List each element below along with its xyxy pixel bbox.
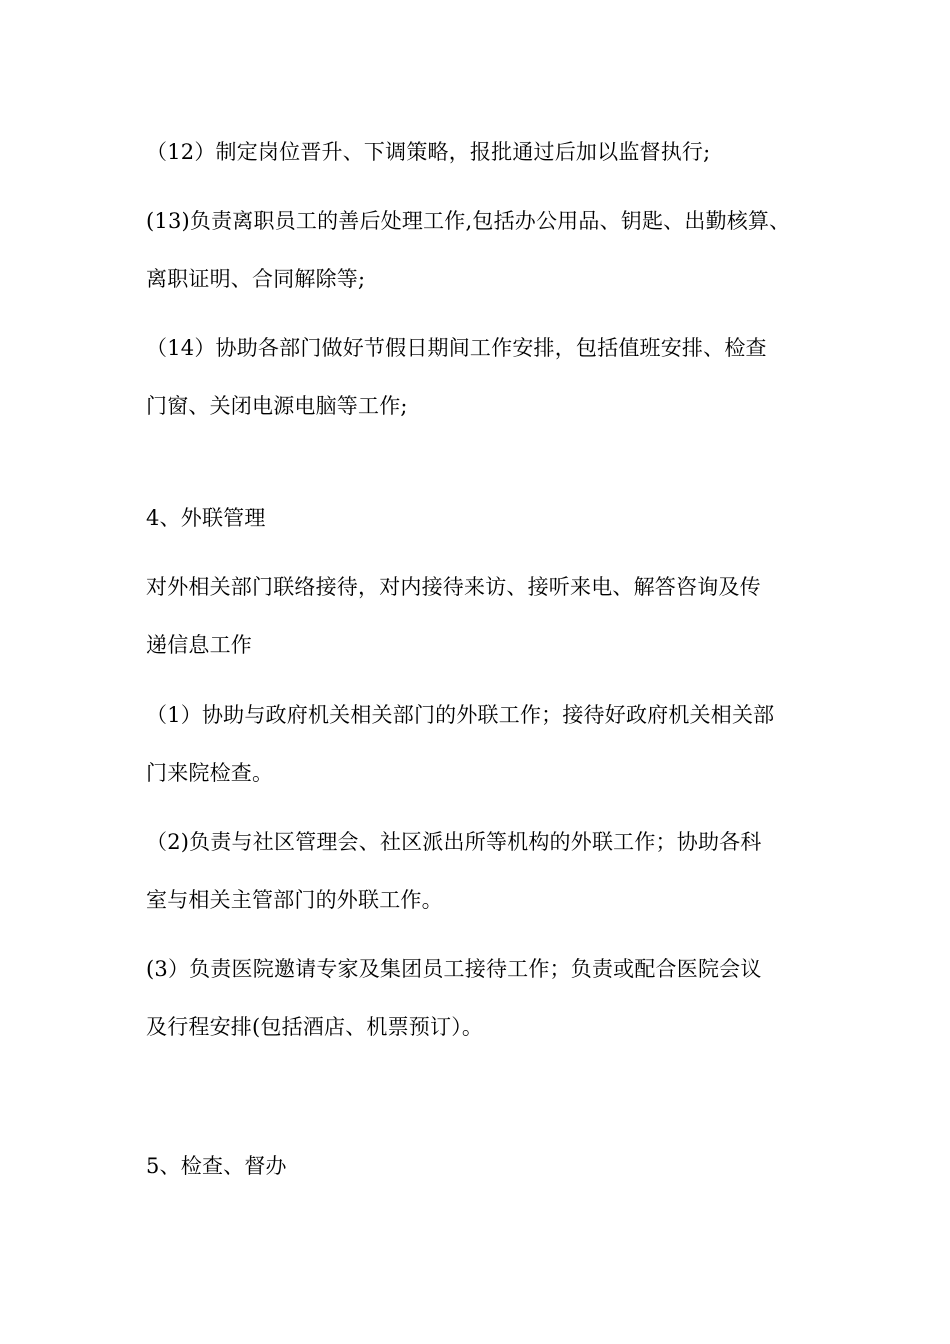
section-4-item-2-line-1: （2)负责与社区管理会、社区派出所等机构的外联工作；协助各科: [146, 830, 762, 854]
section-4-item-1-line-1: （1）协助与政府机关相关部门的外联工作；接待好政府机关相关部: [146, 703, 775, 727]
section-5-heading: 5、检查、督办: [146, 1154, 287, 1178]
list-item-14-line-1: （14）协助各部门做好节假日期间工作安排，包括值班安排、检查: [146, 336, 767, 360]
section-4-item-1-line-2: 门来院检查。: [146, 761, 274, 785]
list-item-12: （12）制定岗位晋升、下调策略，报批通过后加以监督执行;: [146, 140, 711, 164]
section-4-intro-line-2: 递信息工作: [146, 633, 252, 657]
section-4-intro-line-1: 对外相关部门联络接待，对内接待来访、接听来电、解答咨询及传: [146, 575, 761, 599]
section-4-item-3-line-1: (3）负责医院邀请专家及集团员工接待工作；负责或配合医院会议: [146, 957, 762, 981]
section-4-item-2-line-2: 室与相关主管部门的外联工作。: [146, 888, 443, 912]
section-4-heading: 4、外联管理: [146, 506, 266, 530]
list-item-13-line-1: (13)负责离职员工的善后处理工作,包括办公用品、钥匙、出勤核算、: [146, 209, 791, 233]
list-item-13-line-2: 离职证明、合同解除等;: [146, 267, 366, 291]
section-4-item-3-line-2: 及行程安排(包括酒店、机票预订）。: [146, 1015, 484, 1039]
list-item-14-line-2: 门窗、关闭电源电脑等工作;: [146, 394, 408, 418]
